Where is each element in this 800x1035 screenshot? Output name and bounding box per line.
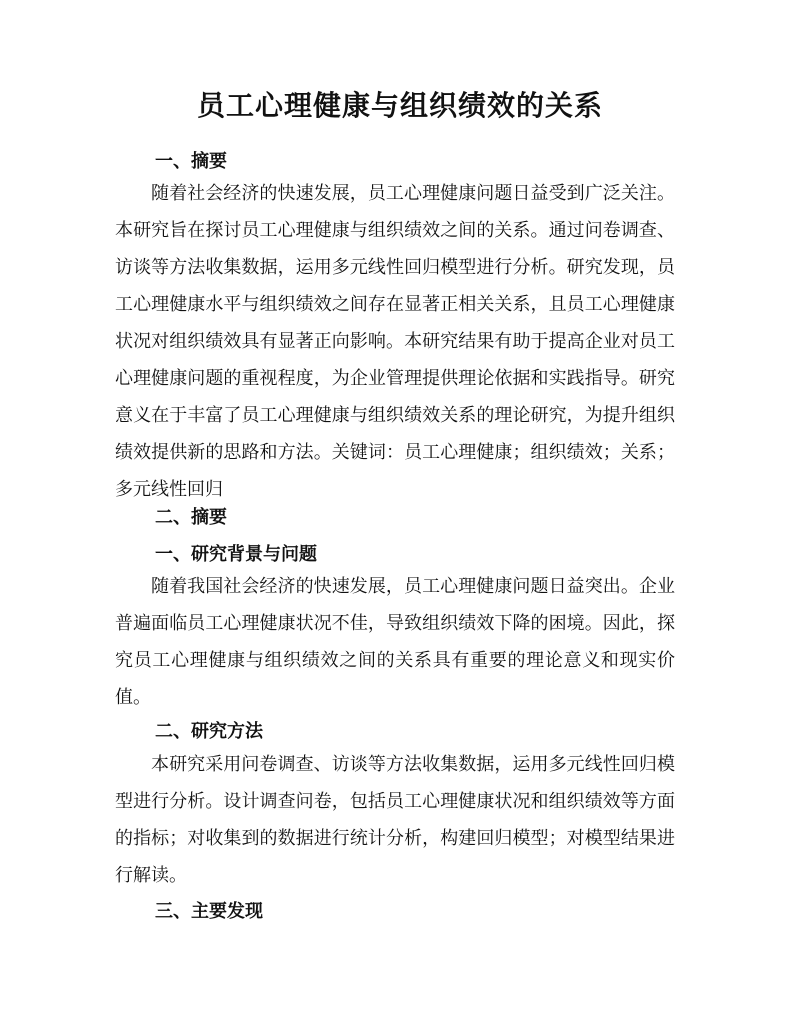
section-heading-methods: 二、研究方法 [155, 721, 263, 742]
methods-paragraph: 本研究采用问卷调查、访谈等方法收集数据，运用多元线性回归模型进行分析。设计调查问卷，包括员工心理健康状况和组织绩效等方面的指标；对收集到的数据进行统计分析，构建回归模型；对模型结果进行解读。 [115, 754, 675, 886]
section-heading-findings: 三、主要发现 [155, 901, 263, 922]
document-title: 员工心理健康与组织绩效的关系 [196, 89, 603, 122]
abstract-paragraph: 随着社会经济的快速发展，员工心理健康问题日益受到广泛关注。本研究旨在探讨员工心理健康与组织绩效之间的关系。通过问卷调查、访谈等方法收集数据，运用多元线性回归模型进行分析。研究发现，员工心理健康水平与组织绩效之间存在显著正相关关系，且员工心理健康状况对组织绩效具有显著正向影响。本研究结果有助于提高企业对员工心理健康问题的重视程度，为企业管理提供理论依据和实践指导。研究意义在于丰富了员工心理健康与组织绩效关系的理论研究，为提升组织绩效提供新的思路和方法。关键词：员工心理健康；组织绩效；关系；多元线性回归 [115, 183, 675, 500]
section-heading-abstract: 一、摘要 [155, 151, 227, 172]
background-paragraph: 随着我国社会经济的快速发展，员工心理健康问题日益突出。企业普遍面临员工心理健康状况不佳，导致组织绩效下降的困境。因此，探究员工心理健康与组织绩效之间的关系具有重要的理论意义和现实价值。 [115, 576, 675, 708]
section-heading-background: 一、研究背景与问题 [155, 544, 317, 565]
section-heading-abstract-2: 二、摘要 [155, 507, 227, 528]
